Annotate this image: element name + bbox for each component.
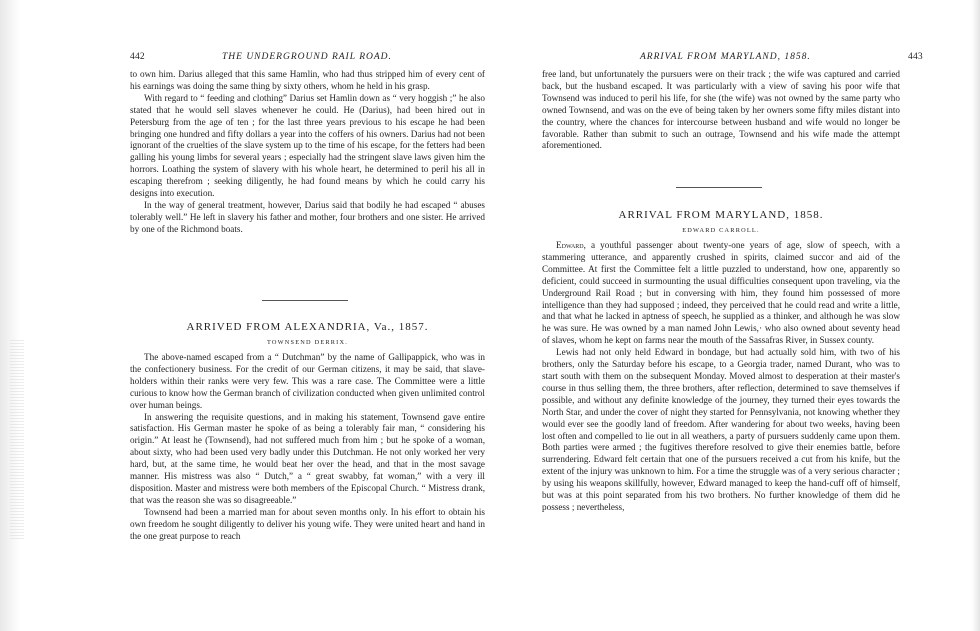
running-title: THE UNDERGROUND RAIL ROAD.: [222, 52, 392, 62]
paragraph: With regard to “ feeding and clothing” Darius set Hamlin down as “ very hoggish ;” he also stated that he would sell slaves whenever he could. He (Darius), had been hired out in Petersburg from the age of ten ; for the last three years previous to his escape he had been bringing one hundred and fifty dollars a year into the coffers of his owners. Darius had not been ignorant of the cruelties of the slave system up to the time of his escape, for the fetters had been galling his young limbs for several years ; especially had the stringent slave laws given him the horrors. Loathing the system of slavery with his whole heart, he determined to peril his all in escaping therefrom ; seeking diligently, he had found means by which he could carry his designs into execution.: [130, 92, 485, 199]
page-number: 442: [130, 52, 145, 62]
right-body-top: [542, 69, 900, 152]
paragraph: Townsend had been a married man for about seven months only. In his effort to obtain his own freedom he sought diligently to deliver his young wife. They were united heart and hand in the one great purpose to reach: [130, 506, 485, 541]
binding-texture: [10, 340, 24, 540]
lead-word: Edward,: [556, 240, 586, 250]
section-title: ARRIVAL FROM MARYLAND, 1858.: [618, 209, 824, 221]
left-body-bottom: [130, 352, 485, 543]
left-body-top: [130, 69, 485, 236]
paragraph: [542, 240, 900, 347]
section-subtitle: EDWARD CARROLL.: [682, 227, 760, 234]
section-divider: [262, 300, 348, 301]
paragraph: In answering the requisite questions, and in making his statement, Townsend gave entire satisfaction. His German master he spoke of as being a tolerably fair man, “ considering his origin.” At least he (Townsend), had not suffered much from him ; but he spoke of a woman, about sixty, who had been used very badly under this Dutchman. He not only worked her very hard, but, at the same time, he would beat her over the head, and that in the most savage manner. His mistress was also “ Dutch,” a “ great swabby, fat woman,” with a very ill disposition. Master and mistress were both members of the Episcopal Church. “ Mistress drank, that was the reason she was so disagreeable.”: [130, 411, 485, 505]
paragraph: In the way of general treatment, however, Darius said that bodily he had escaped “ abuses tolerably well.” He left in slavery his father and mother, four brothers and one sister. He arrived by one of the Richmond boats.: [130, 199, 485, 234]
paragraph-text: a youthful passenger about twenty-one years of age, slow of speech, with a stammering utterance, and apparently crushed in spirits, claimed succor and aid of the Committee. At first the Committee felt a little puzzled to understand, how one, apparently so deficient, could succeed in surmounting the usual difficulties consequent upon traveling, via the Underground Rail Road ; but in conversing with him, they found him possessed of more intelligence than they had supposed ; indeed, they perceived that he could read and write a little, and that what he lacked in aptness of speech, he supplied as a thinker, and although he was slow he was sure. He was owned by a man named John Lewis,· who also owned about seventy head of slaves, whom he kept on farms near the mouth of the Sassafras River, in Sussex county.: [542, 240, 900, 346]
section-title: ARRIVED FROM ALEXANDRIA, Va., 1857.: [186, 321, 429, 333]
paragraph: free land, but unfortunately the pursuers were on their track ; the wife was captured and carried back, but the husband escaped. It was particularly with a view of saving his poor wife that Townsend was induced to peril his life, for she (the wife) was not owned by the same party who owned Townsend, and was on the eve of being taken by her owners some fifty miles distant into the country, where the chances for intercourse between husband and wife would no longer be favorable. Rather than submit to such an outrage, Townsend and his wife made the attempt aforementioned.: [542, 69, 900, 151]
right-body-bottom: [542, 240, 900, 514]
section-subtitle: TOWNSEND DERRIX.: [266, 339, 348, 346]
section-divider: [676, 187, 762, 188]
right-page: [490, 0, 980, 631]
paragraph: The above-named escaped from a “ Dutchman” by the name of Gallipappick, who was in the confectionery business. For the credit of our German citizens, it may be said, that slave-holders within their ranks were very few. This was a rare case. The Committee were a little curious to know how the German branch of civilization conducted when given unlimited control over human beings.: [130, 352, 485, 410]
paragraph: to own him. Darius alleged that this same Hamlin, who had thus stripped him of every cent of his earnings was doing the same thing by sixty others, whom he held in his grasp.: [130, 69, 485, 91]
running-title: ARRIVAL FROM MARYLAND, 1858.: [640, 52, 811, 62]
paragraph: Lewis had not only held Edward in bondage, but had actually sold him, with two of his brothers, only the Saturday before his escape, to a Georgia trader, named Durant, who was to start south with them on the subsequent Monday. Moved almost to desperation at their master's course in thus selling them, the three brothers, after reflection, determined to save themselves if possible, and without any definite knowledge of the journey, they turned their eyes towards the North Star, and under the cover of night they started for Pennsylvania, not knowing whether they would ever see the goodly land of freedom. After wandering for about two weeks, having been lost often and compelled to lie out in all weathers, a party of pursuers suddenly came upon them. Both parties were armed ; the fugitives therefore resolved to give their enemies battle, before surrendering. Edward felt certain that one of the pursuers received a cut from his knife, but the extent of the injury was unknown to him. For a time the struggle was of a very serious character ; by using his weapons skillfully, however, Edward managed to keep the hand-cuff off of himself, but was at this point separated from his two brothers. No further knowledge of them did he possess ; nevertheless,: [542, 347, 900, 512]
page-edge-shadow: [972, 0, 980, 631]
page-number: 443: [908, 52, 923, 62]
